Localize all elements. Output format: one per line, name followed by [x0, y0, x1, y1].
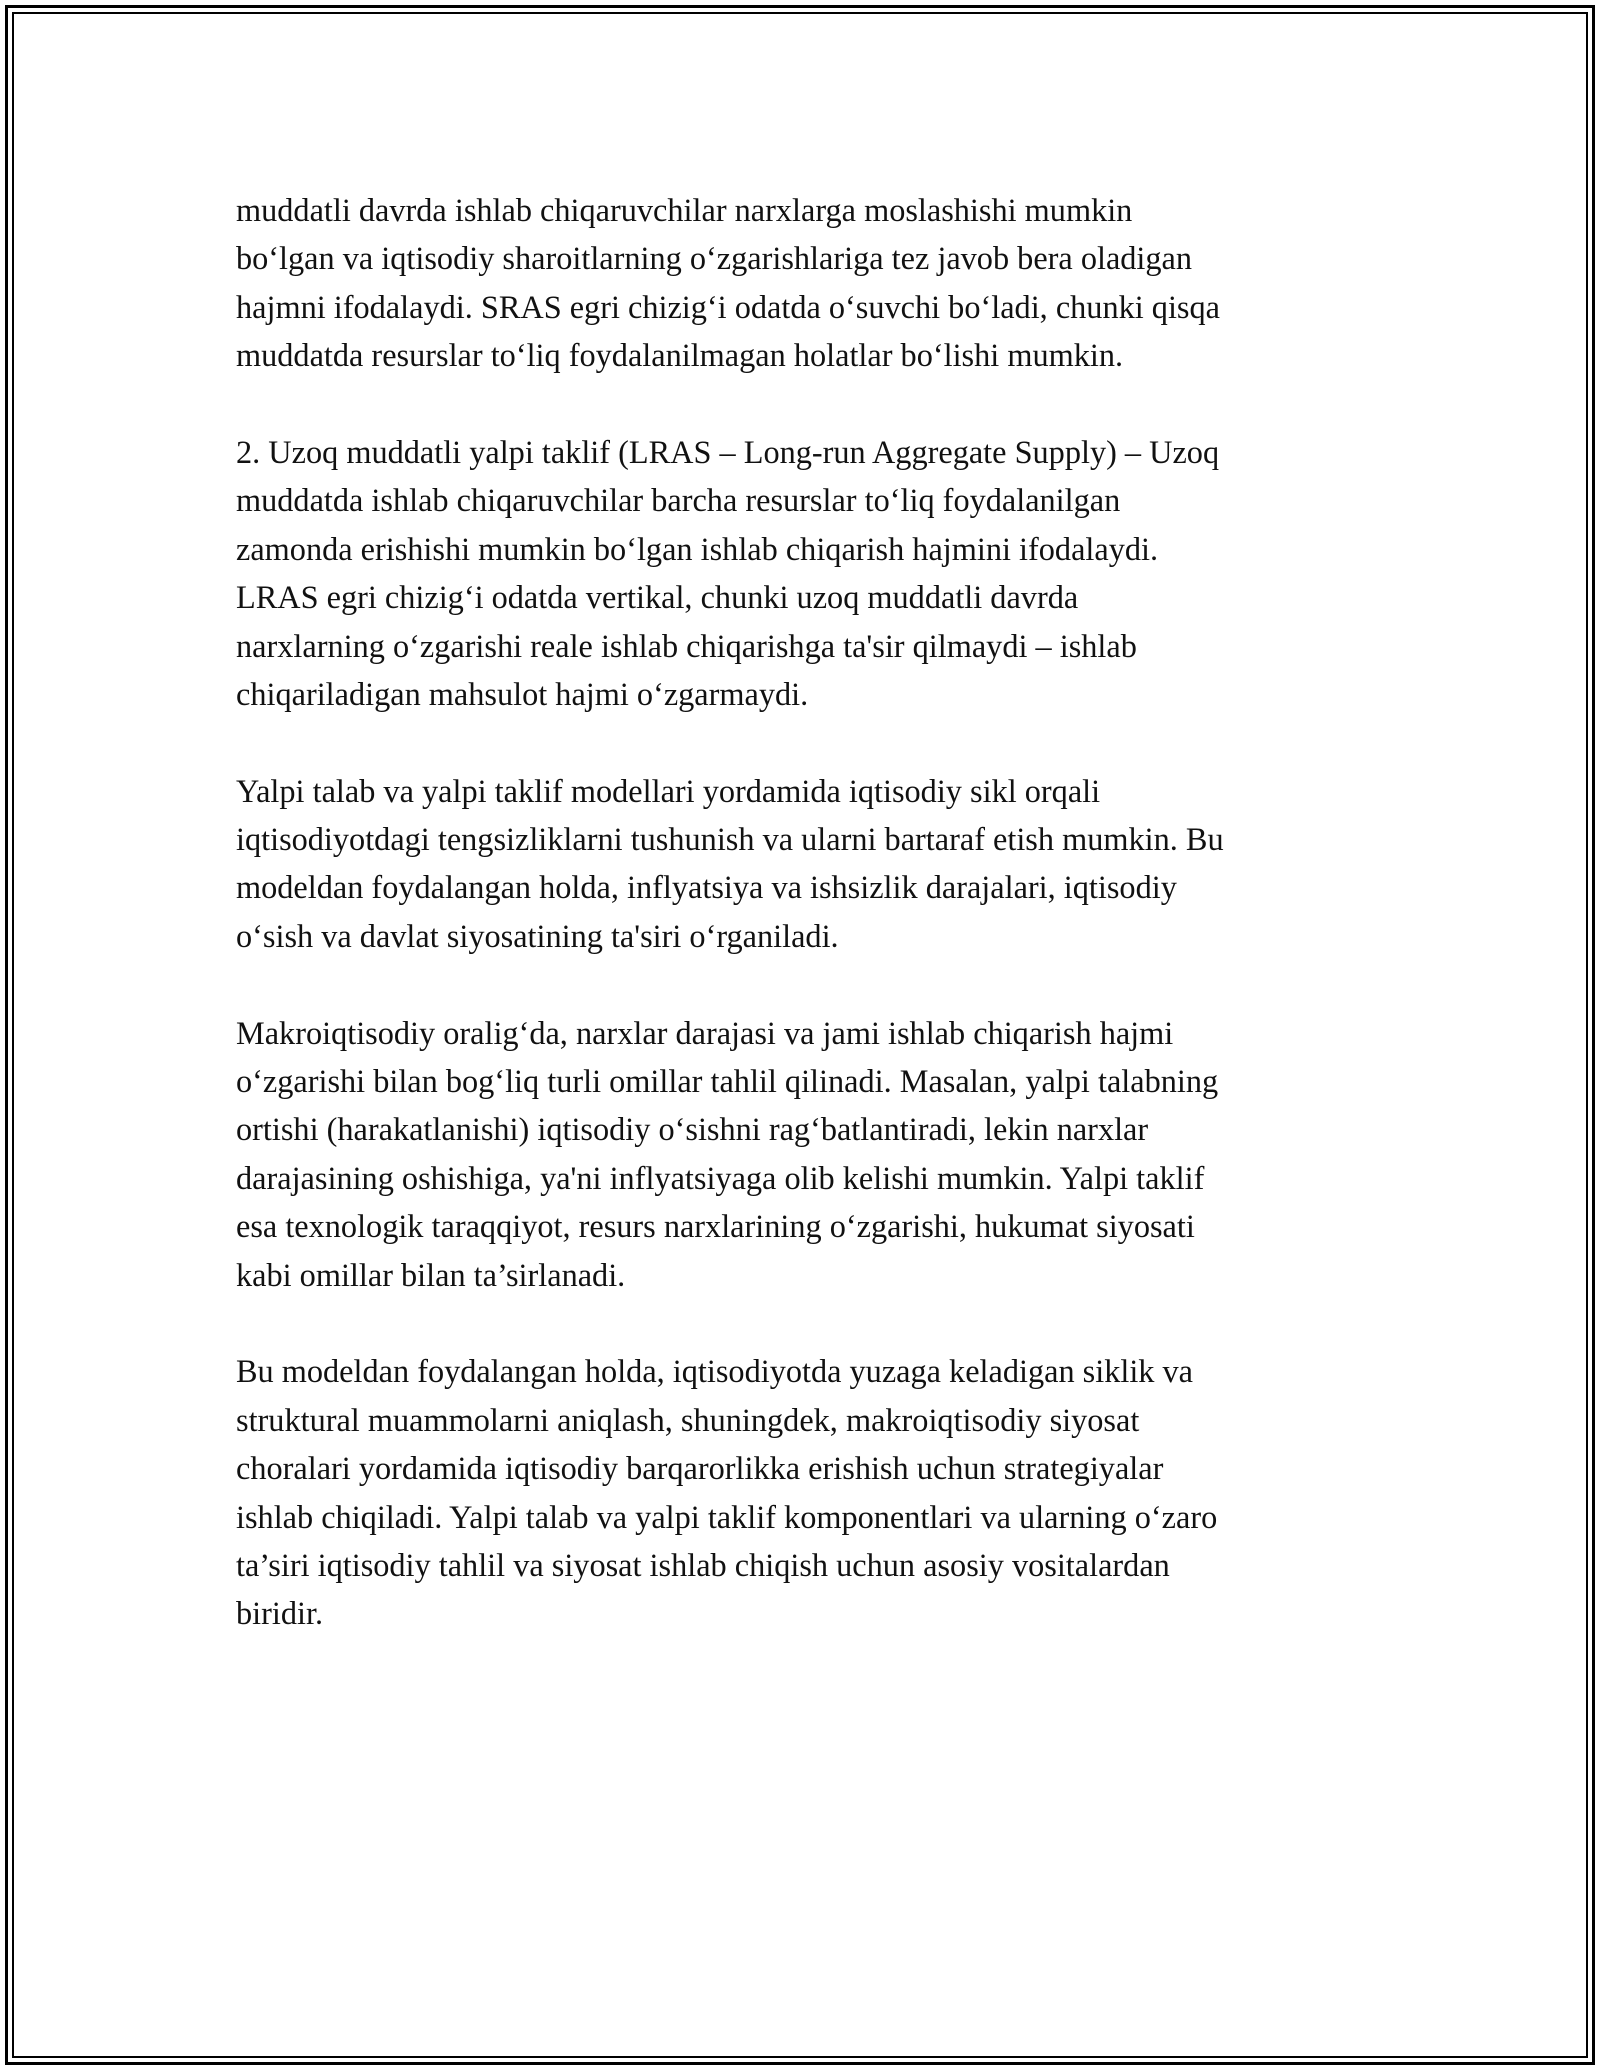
text-line: muddatda ishlab chiqaruvchilar barcha resurslar to‘liq foydalanilgan: [236, 482, 1121, 519]
text-line: chiqariladigan mahsulot hajmi o‘zgarmaydi.: [236, 675, 809, 712]
text-line: modeldan foydalangan holda, inflyatsiya va ishsizlik darajalari, iqtisodiy: [236, 869, 1177, 906]
text-line: muddatli davrda ishlab chiqaruvchilar narxlarga moslashishi mumkin: [236, 192, 1133, 228]
text-line: iqtisodiyotdagi tengsizliklarni tushunish va ularni bartaraf etish mumkin. Bu: [236, 821, 1224, 858]
text-line: narxlarning o‘zgarishi reale ishlab chiqarishga ta'sir qilmaydi – ishlab: [236, 627, 1137, 664]
text-line: Yalpi talab va yalpi taklif modellari yordamida iqtisodiy sikl orqali: [236, 772, 1101, 809]
text-line: esa texnologik taraqqiyot, resurs narxlarining o‘zgarishi, hukumat siyosati: [236, 1208, 1195, 1245]
text-line: hajmni ifodalaydi. SRAS egri chizig‘i odatda o‘suvchi bo‘ladi, chunki qisqa: [236, 288, 1220, 325]
text-line: o‘sish va davlat siyosatining ta'siri o‘rganiladi.: [236, 917, 839, 954]
text-line: bo‘lgan va iqtisodiy sharoitlarning o‘zgarishlariga tez javob bera oladigan: [236, 240, 1193, 277]
text-line: ta’siri iqtisodiy tahlil va siyosat ishlab chiqish uchun asosiy vositalardan: [236, 1546, 1170, 1583]
text-line: choralari yordamida iqtisodiy barqarorlikka erishish uchun strategiyalar: [236, 1450, 1164, 1487]
paragraph-sras-continuation: [236, 186, 1366, 380]
text-line: zamonda erishishi mumkin bo‘lgan ishlab chiqarish hajmini ifodalaydi.: [236, 530, 1159, 567]
document-body: [236, 186, 1366, 1686]
text-line: kabi omillar bilan ta’sirlanadi.: [236, 1256, 626, 1293]
text-line: ortishi (harakatlanishi) iqtisodiy o‘sishni rag‘batlantiradi, lekin narxlar: [236, 1111, 1149, 1148]
text-line: o‘zgarishi bilan bog‘liq turli omillar tahlil qilinadi. Masalan, yalpi talabning: [236, 1063, 1219, 1100]
paragraph-lras: [236, 428, 1366, 718]
paragraph-ad-as-models: [236, 767, 1366, 961]
text-line: struktural muammolarni aniqlash, shuningdek, makroiqtisodiy siyosat: [236, 1401, 1140, 1438]
text-line: ishlab chiqiladi. Yalpi talab va yalpi taklif komponentlari va ularning o‘zaro: [236, 1498, 1218, 1535]
text-line: Bu modeldan foydalangan holda, iqtisodiyotda yuzaga keladigan siklik va: [236, 1353, 1194, 1390]
text-line: 2. Uzoq muddatli yalpi taklif (LRAS – Long-run Aggregate Supply) – Uzoq: [236, 433, 1220, 470]
text-line: darajasining oshishiga, ya'ni inflyatsiyaga olib kelishi mumkin. Yalpi taklif: [236, 1159, 1205, 1196]
text-line: biridir.: [236, 1595, 324, 1632]
paragraph-policy-strategies: [236, 1347, 1366, 1637]
paragraph-macro-factors: [236, 1009, 1366, 1299]
text-line: muddatda resurslar to‘liq foydalanilmagan holatlar bo‘lishi mumkin.: [236, 337, 1124, 374]
text-line: LRAS egri chizig‘i odatda vertikal, chunki uzoq muddatli davrda: [236, 579, 1079, 616]
text-line: Makroiqtisodiy oralig‘da, narxlar darajasi va jami ishlab chiqarish hajmi: [236, 1014, 1174, 1051]
